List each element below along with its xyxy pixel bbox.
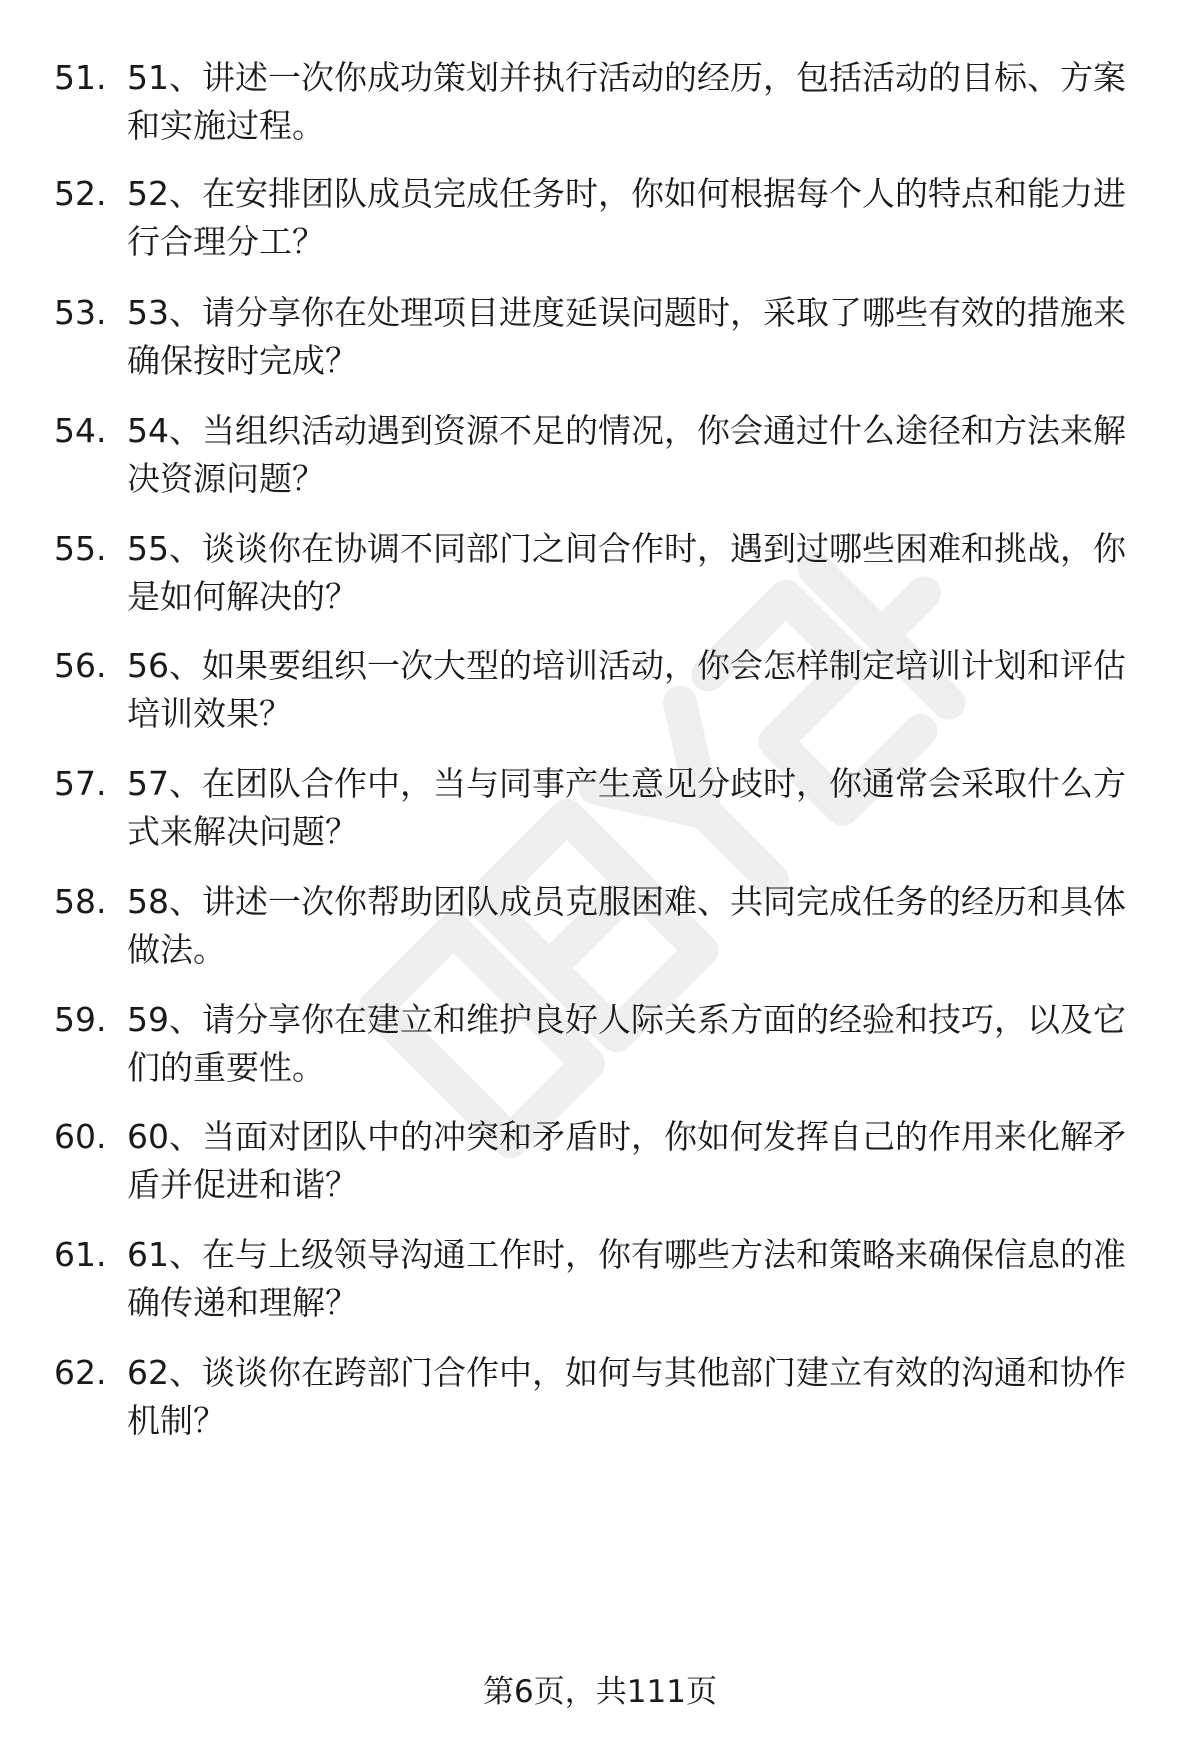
list-item <box>0 170 1200 270</box>
list-item <box>0 407 1200 507</box>
question-text: 57、在团队合作中，当与同事产生意见分歧时，你通常会采取什么方式来解决问题？ <box>127 764 1126 851</box>
list-item <box>0 54 1200 154</box>
question-text: 53、请分享你在处理项目进度延误问题时，采取了哪些有效的措施来确保按时完成？ <box>127 293 1126 380</box>
question-number: 57. <box>54 764 107 803</box>
list-item <box>0 289 1200 389</box>
question-number: 55. <box>54 529 107 568</box>
question-number: 56. <box>54 646 107 685</box>
question-number: 60. <box>54 1117 107 1156</box>
list-item <box>0 1349 1200 1449</box>
question-number: 62. <box>54 1353 107 1392</box>
list-item <box>0 1113 1200 1213</box>
question-text: 59、请分享你在建立和维护良好人际关系方面的经验和技巧，以及它们的重要性。 <box>127 1000 1126 1087</box>
question-text: 51、讲述一次你成功策划并执行活动的经历，包括活动的目标、方案和实施过程。 <box>127 58 1126 145</box>
question-text: 62、谈谈你在跨部门合作中，如何与其他部门建立有效的沟通和协作机制？ <box>127 1353 1126 1440</box>
list-item <box>0 760 1200 860</box>
list-item <box>0 996 1200 1096</box>
question-number: 54. <box>54 411 107 450</box>
question-text: 61、在与上级领导沟通工作时，你有哪些方法和策略来确保信息的准确传递和理解？ <box>127 1235 1126 1322</box>
list-item <box>0 642 1200 742</box>
page-footer: 第6页，共111页 <box>483 1674 717 1710</box>
question-number: 51. <box>54 58 107 97</box>
question-text: 52、在安排团队成员完成任务时，你如何根据每个人的特点和能力进行合理分工？ <box>127 174 1126 261</box>
question-text: 54、当组织活动遇到资源不足的情况，你会通过什么途径和方法来解决资源问题？ <box>127 411 1126 498</box>
question-number: 58. <box>54 882 107 921</box>
question-text: 56、如果要组织一次大型的培训活动，你会怎样制定培训计划和评估培训效果？ <box>127 646 1126 733</box>
question-number: 52. <box>54 174 107 213</box>
list-item <box>0 1231 1200 1331</box>
question-text: 58、讲述一次你帮助团队成员克服困难、共同完成任务的经历和具体做法。 <box>127 882 1126 969</box>
question-number: 53. <box>54 293 107 332</box>
list-item <box>0 525 1200 625</box>
question-number: 59. <box>54 1000 107 1039</box>
list-item <box>0 878 1200 978</box>
question-number: 61. <box>54 1235 107 1274</box>
question-text: 55、谈谈你在协调不同部门之间合作时，遇到过哪些困难和挑战，你是如何解决的？ <box>127 529 1126 616</box>
question-text: 60、当面对团队中的冲突和矛盾时，你如何发挥自己的作用来化解矛盾并促进和谐？ <box>127 1117 1126 1204</box>
